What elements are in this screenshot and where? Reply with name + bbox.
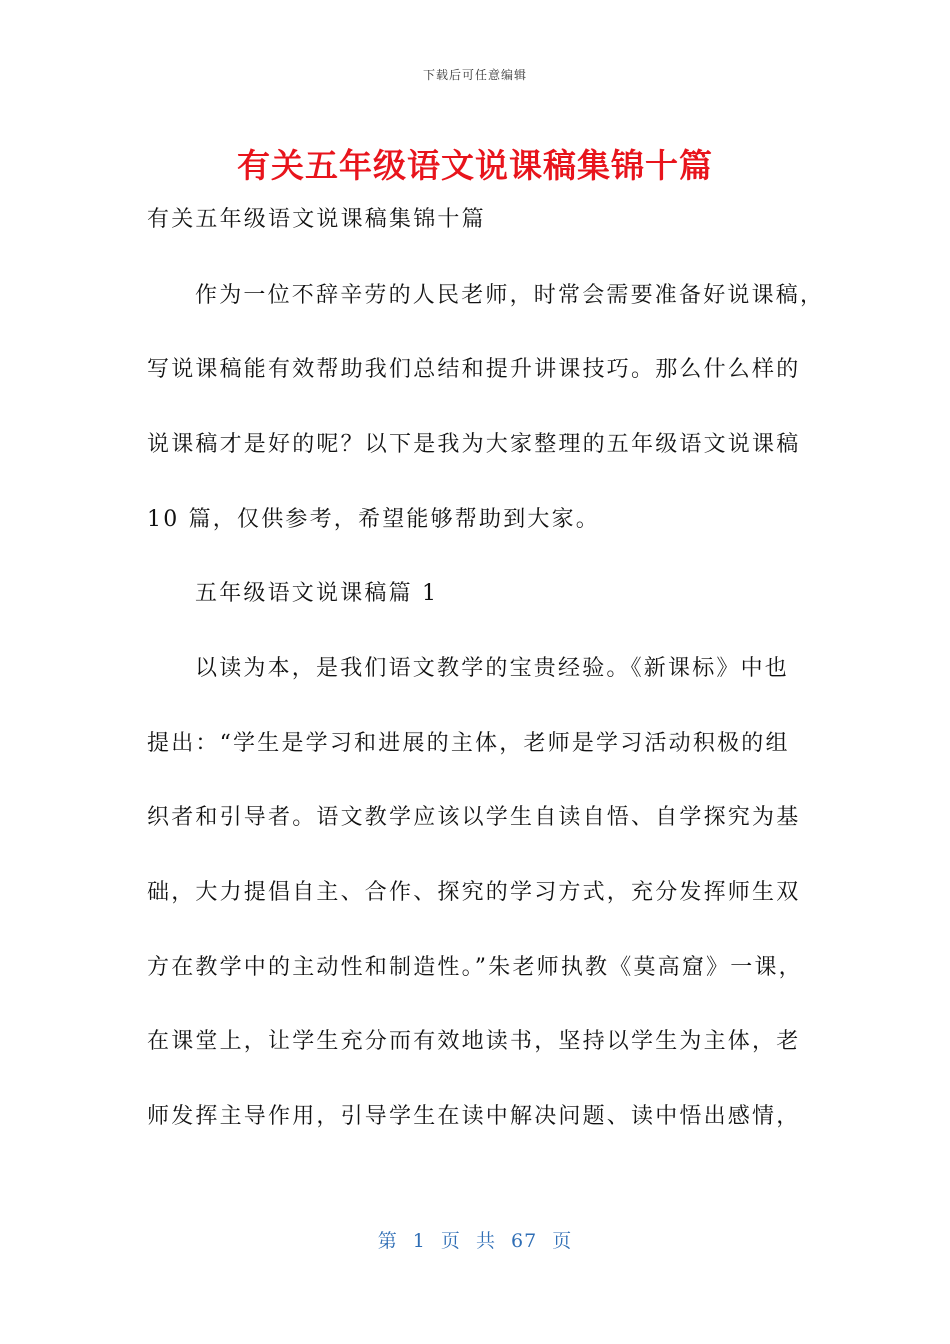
subtitle-line: 有关五年级语文说课稿集锦十篇 <box>147 207 486 232</box>
paragraph-line: 织者和引导者。语文教学应该以学生自读自悟、自学探究为基 <box>147 805 801 830</box>
page-footer: 第 1 页 共 67 页 <box>377 1230 573 1252</box>
paragraph-line: 方在教学中的主动性和制造性。”朱老师执教《莫高窟》一课， <box>147 955 803 980</box>
section-heading: 五年级语文说课稿篇 1 <box>195 581 439 606</box>
paragraph-line: 在课堂上，让学生充分而有效地读书，坚持以学生为主体，老 <box>147 1029 801 1054</box>
paragraph-line: 写说课稿能有效帮助我们总结和提升讲课技巧。那么什么样的 <box>147 357 801 382</box>
paragraph-line: 提出：“学生是学习和进展的主体，老师是学习活动积极的组 <box>147 731 790 756</box>
paragraph-line: 师发挥主导作用，引导学生在读中解决问题、读中悟出感情， <box>147 1104 801 1129</box>
paragraph-line: 础，大力提倡自主、合作、探究的学习方式，充分发挥师生双 <box>147 880 801 905</box>
header-note: 下载后可任意编辑 <box>422 68 527 82</box>
paragraph-line: 10 篇，仅供参考，希望能够帮助到大家。 <box>147 507 600 532</box>
document-title: 有关五年级语文说课稿集锦十篇 <box>237 146 713 185</box>
paragraph-line: 以读为本，是我们语文教学的宝贵经验。《新课标》中也 <box>195 656 790 681</box>
paragraph-line: 作为一位不辞辛劳的人民老师，时常会需要准备好说课稿， <box>195 283 825 308</box>
paragraph-line: 说课稿才是好的呢？以下是我为大家整理的五年级语文说课稿 <box>147 432 801 457</box>
